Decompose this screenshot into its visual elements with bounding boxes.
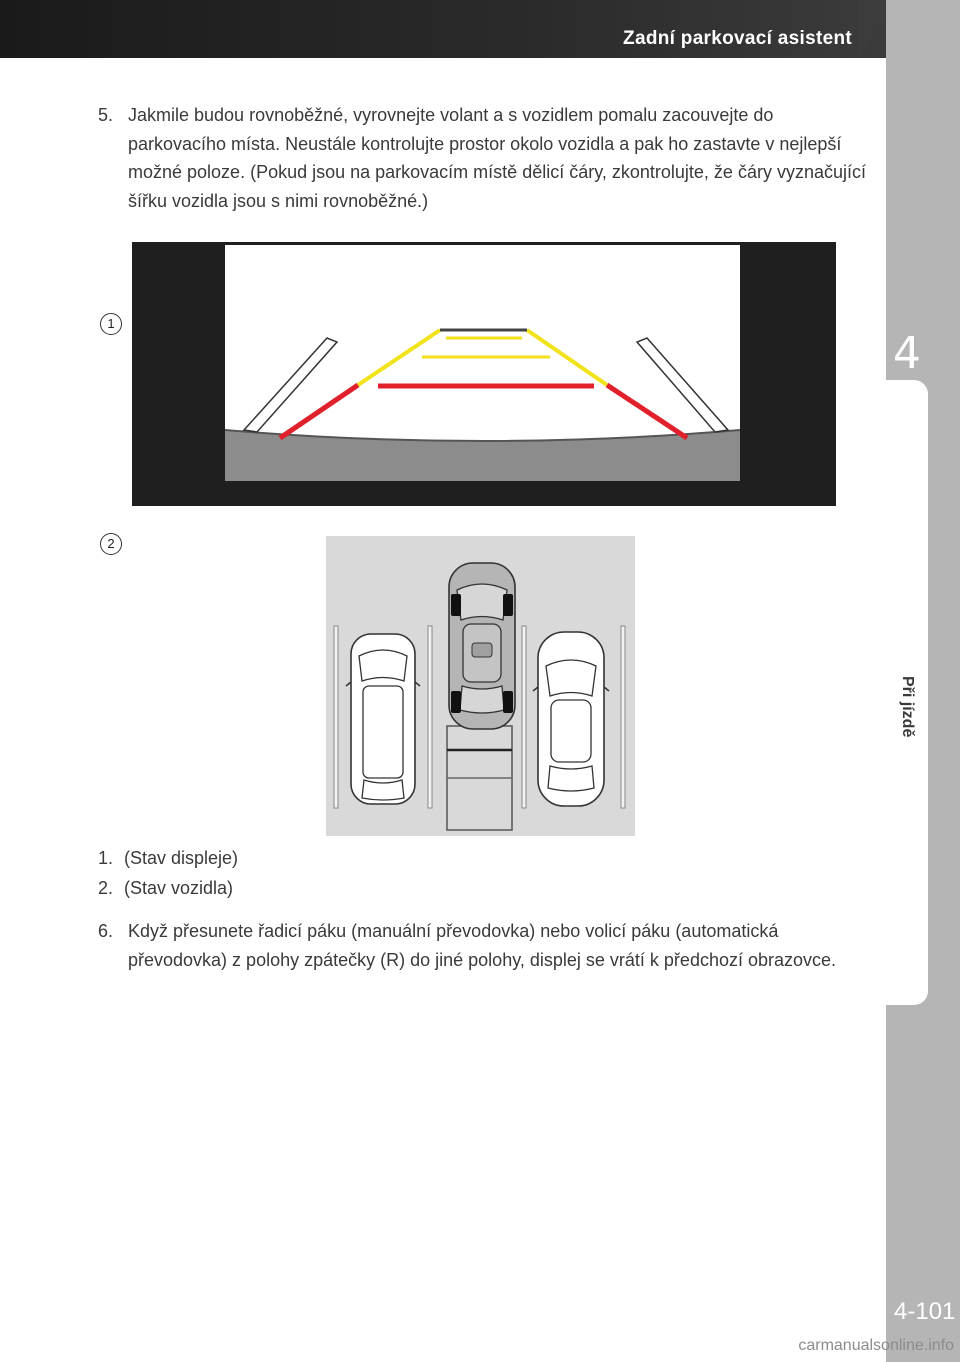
parked-car-left xyxy=(346,634,420,804)
vehicle-position-figure xyxy=(326,536,635,836)
chapter-section-label: Při jízdě xyxy=(899,676,916,738)
caption-vehicle-state: 2. (Stav vozidla) xyxy=(98,878,234,898)
parked-car-right xyxy=(533,632,609,806)
caption-display-state: 1. (Stav displeje) xyxy=(98,848,239,868)
bay-separator xyxy=(334,626,338,808)
rear-camera-display-figure xyxy=(132,242,836,506)
step-number: 5. xyxy=(98,105,114,125)
instruction-step-6 xyxy=(98,917,868,974)
bay-separator xyxy=(522,626,526,808)
watermark: carmanualsonline.info xyxy=(798,1337,954,1354)
page-number: 4-101 xyxy=(894,1298,956,1325)
step-text: Když přesunete řadicí páku (manuální převodovka) nebo volicí páku (automatická převodovka) z polohy zpátečky (R) do jiné polohy, displej se vrátí k předchozí obrazovce. xyxy=(128,921,837,970)
callout-1: 1 xyxy=(100,313,122,335)
page-title: Zadní parkovací asistent xyxy=(623,28,852,49)
instruction-step-5 xyxy=(98,101,868,215)
own-vehicle xyxy=(449,563,515,729)
step-number: 6. xyxy=(98,921,114,941)
chapter-number: 4 xyxy=(893,328,921,379)
callout-2: 2 xyxy=(100,533,122,555)
bay-separator xyxy=(621,626,625,808)
bay-separator xyxy=(428,626,432,808)
step-text: Jakmile budou rovnoběžné, vyrovnejte volant a s vozidlem pomalu zacouvejte do parkovacího místa. Neustále kontrolujte prostor okolo vozidla a pak ho zastavte v nejlepší možné poloze. (Pokud jsou na parkovacím místě dělicí čáry, zkontrolujte, že čáry vyznačující šířku vozidla jsou s nimi rovnoběžné.) xyxy=(128,105,866,211)
